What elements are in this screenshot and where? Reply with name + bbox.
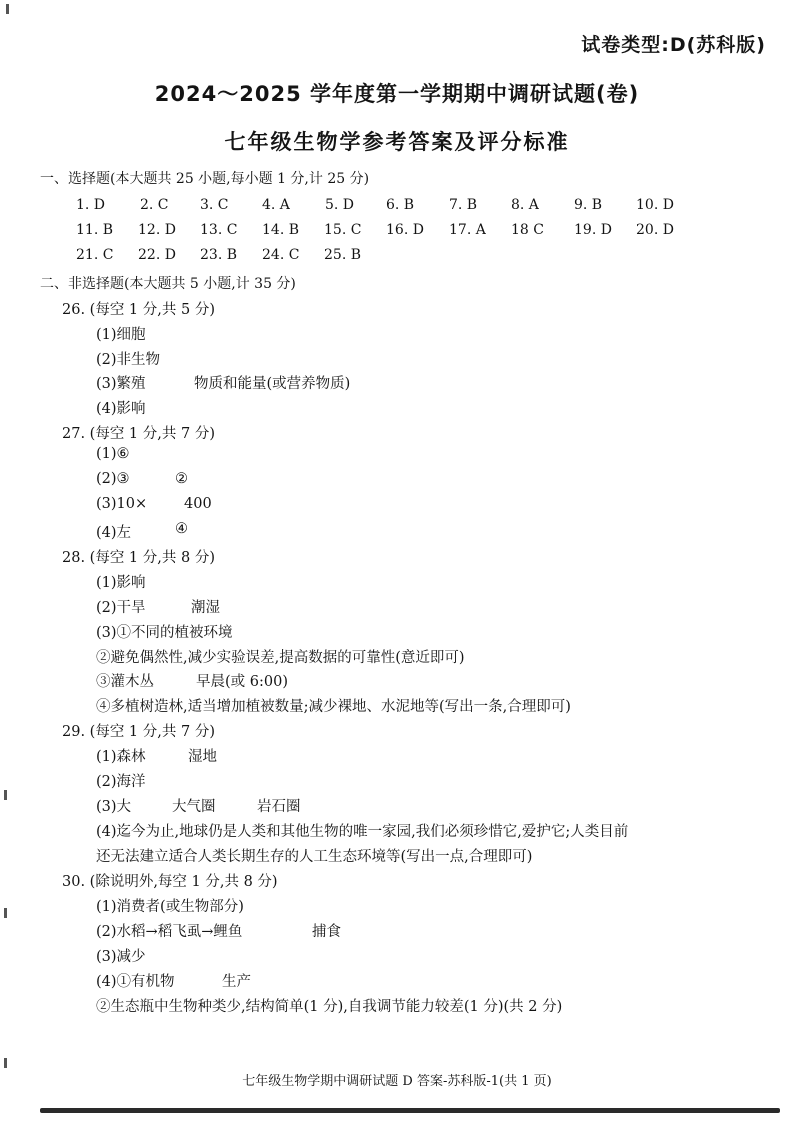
mc-answer: 1. D — [76, 197, 106, 213]
q30-answer: (2)水稻→稻飞虱→鲤鱼 — [96, 924, 243, 940]
scan-mark — [4, 1058, 7, 1068]
mc-answer: 11. B — [76, 222, 114, 238]
q30-answer: (3)减少 — [96, 949, 146, 965]
mc-answer: 9. B — [574, 197, 603, 213]
q30-answer: (1)消费者(或生物部分) — [96, 899, 244, 915]
q27-answer: (1)⑥ — [96, 446, 130, 462]
q28-answer: ③灌木丛 — [96, 674, 154, 690]
q27-answer: ② — [175, 471, 188, 487]
q28-answer: ②避免偶然性,减少实验误差,提高数据的可靠性(意近即可) — [96, 650, 465, 666]
q28-header: 28. (每空 1 分,共 8 分) — [62, 550, 215, 566]
mc-answer: 7. B — [449, 197, 478, 213]
q29-answer: 还无法建立适合人类长期生存的人工生态环境等(写出一点,合理即可) — [96, 849, 533, 865]
q26-answer: (4)影响 — [96, 401, 146, 417]
mc-answer: 23. B — [200, 247, 238, 263]
q27-answer: ④ — [175, 521, 188, 537]
q30-answer: ②生态瓶中生物种类少,结构简单(1 分),自我调节能力较差(1 分)(共 2 分) — [96, 999, 563, 1015]
q30-answer: 捕食 — [312, 924, 341, 940]
mc-answer: 2. C — [140, 197, 169, 213]
mc-answer: 12. D — [138, 222, 176, 238]
q29-answer: (3)大 — [96, 799, 132, 815]
q29-header: 29. (每空 1 分,共 7 分) — [62, 724, 215, 740]
q28-answer: ④多植树造林,适当增加植被数量;减少裸地、水泥地等(写出一条,合理即可) — [96, 699, 571, 715]
q27-header: 27. (每空 1 分,共 7 分) — [62, 426, 215, 442]
mc-answer: 6. B — [386, 197, 415, 213]
q28-answer: 潮湿 — [191, 600, 220, 616]
mc-answer: 16. D — [386, 222, 424, 238]
q26-answer: (3)繁殖 — [96, 376, 146, 392]
q27-answer: (3)10× — [96, 496, 148, 512]
mc-answer: 22. D — [138, 247, 176, 263]
mc-answer: 17. A — [449, 222, 486, 238]
mc-answer: 4. A — [262, 197, 290, 213]
q28-answer: (3)①不同的植被环境 — [96, 625, 233, 641]
q26-header: 26. (每空 1 分,共 5 分) — [62, 302, 215, 318]
mc-answer: 25. B — [324, 247, 362, 263]
q28-answer: 早晨(或 6:00) — [196, 674, 288, 690]
q28-answer: (1)影响 — [96, 575, 146, 591]
scan-edge-bar — [40, 1108, 780, 1113]
q30-answer: (4)①有机物 — [96, 974, 175, 990]
paper-type-label: 试卷类型:D(苏科版) — [581, 34, 766, 56]
mc-answer: 19. D — [574, 222, 612, 238]
q29-answer: 岩石圈 — [257, 799, 301, 815]
q28-answer: (2)干旱 — [96, 600, 146, 616]
section1-heading: 一、选择题(本大题共 25 小题,每小题 1 分,计 25 分) — [40, 171, 370, 187]
mc-answer: 13. C — [200, 222, 238, 238]
q29-answer: (1)森林 — [96, 749, 146, 765]
page-footer: 七年级生物学期中调研试题 D 答案-苏科版-1(共 1 页) — [242, 1074, 552, 1089]
q30-header: 30. (除说明外,每空 1 分,共 8 分) — [62, 874, 278, 890]
answer-key-subtitle: 七年级生物学参考答案及评分标准 — [224, 130, 570, 154]
mc-answer: 3. C — [200, 197, 229, 213]
mc-answer: 10. D — [636, 197, 674, 213]
q29-answer: 湿地 — [188, 749, 217, 765]
q27-answer: (4)左 — [96, 525, 132, 541]
q26-answer: 物质和能量(或营养物质) — [194, 376, 351, 392]
mc-answer: 8. A — [511, 197, 539, 213]
q26-answer: (1)细胞 — [96, 327, 146, 343]
mc-answer: 21. C — [76, 247, 114, 263]
scan-mark — [6, 4, 9, 14]
scan-mark — [4, 908, 7, 918]
mc-answer: 24. C — [262, 247, 300, 263]
exam-title: 2024～2025 学年度第一学期期中调研试题(卷) — [154, 82, 640, 106]
q26-answer: (2)非生物 — [96, 352, 161, 368]
q29-answer: (2)海洋 — [96, 774, 146, 790]
mc-answer: 20. D — [636, 222, 674, 238]
mc-answer: 15. C — [324, 222, 362, 238]
mc-answer: 18 C — [511, 222, 544, 238]
mc-answer: 5. D — [325, 197, 355, 213]
q30-answer: 生产 — [222, 974, 251, 990]
mc-answer: 14. B — [262, 222, 300, 238]
section2-heading: 二、非选择题(本大题共 5 小题,计 35 分) — [40, 276, 296, 292]
q27-answer: 400 — [184, 496, 212, 512]
q29-answer: (4)迄今为止,地球仍是人类和其他生物的唯一家园,我们必须珍惜它,爱护它;人类目前 — [96, 824, 629, 840]
q27-answer: (2)③ — [96, 471, 130, 487]
q29-answer: 大气圈 — [172, 799, 216, 815]
scan-mark — [4, 790, 7, 800]
